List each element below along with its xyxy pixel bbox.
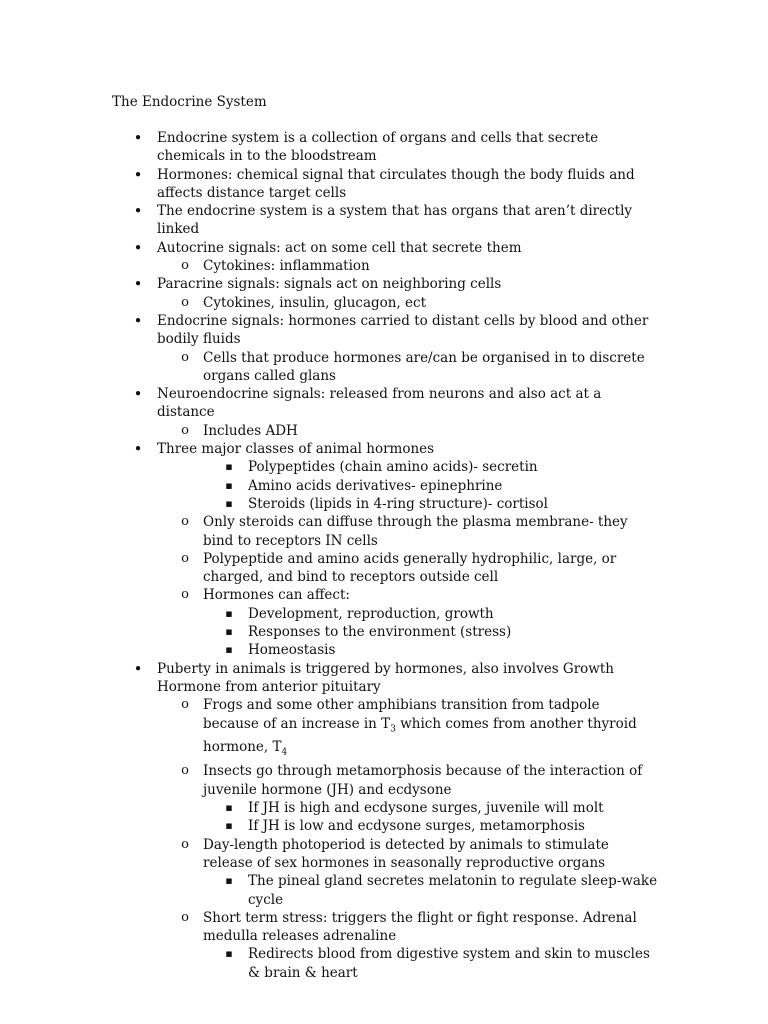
square-marker: ▪: [225, 819, 233, 833]
bullet-marker: •: [133, 311, 143, 330]
list-item-text: Steroids (lipids in 4-ring structure)- cortisol: [248, 495, 548, 512]
list-item: [225, 799, 658, 817]
list-item-text: Homeostasis: [248, 642, 336, 659]
circle-marker: o: [181, 836, 189, 852]
bullet-marker: •: [133, 385, 143, 404]
subscript: 3: [390, 724, 396, 735]
bullet-marker: •: [133, 275, 143, 294]
list-item-text: Autocrine signals: act on some cell that secrete them: [157, 239, 522, 256]
circle-marker: o: [181, 697, 189, 713]
list-item-text: Hormones can affect:: [203, 587, 350, 604]
list-item: [181, 762, 655, 799]
list-item: [181, 257, 655, 275]
list-item: [133, 129, 657, 166]
bullet-marker: •: [133, 165, 143, 184]
circle-marker: o: [181, 909, 189, 925]
circle-marker: o: [181, 514, 189, 530]
square-marker: ▪: [225, 874, 233, 888]
list-item-text: Endocrine system is a collection of organs and cells that secrete chemicals in to the bloodstream: [157, 130, 599, 165]
square-marker: ▪: [225, 625, 233, 639]
list-item-text: Neuroendocrine signals: released from neurons and also act at a distance: [157, 386, 602, 421]
list-item-text: Day-length photoperiod is detected by animals to stimulate release of sex hormones in seasonally reproductive organs: [203, 836, 609, 871]
list-item-text: Three major classes of animal hormones: [157, 441, 435, 458]
list-item-text: Hormones: chemical signal that circulates though the body fluids and affects distance target cells: [157, 166, 635, 201]
list-item-text: If JH is high and ecdysone surges, juvenile will molt: [248, 800, 604, 817]
list-item-text: Polypeptide and amino acids generally hydrophilic, large, or charged, and bind to receptors outside cell: [203, 550, 617, 586]
circle-marker: o: [181, 349, 189, 365]
subscript: 4: [281, 748, 288, 759]
circle-marker: o: [181, 294, 189, 310]
bullet-marker: •: [133, 129, 143, 147]
bullet-list: [0, 129, 768, 982]
list-item: [181, 909, 655, 946]
list-item: [133, 165, 657, 203]
list-item: [225, 817, 658, 835]
square-marker: ▪: [225, 947, 233, 961]
list-item: [225, 945, 658, 982]
bullet-marker: •: [133, 440, 143, 459]
list-item-text: Cytokines: inflammation: [203, 258, 370, 275]
list-item: [133, 440, 657, 459]
list-item-text: Cells that produce hormones are/can be organised in to discrete organs called glans: [203, 349, 645, 384]
list-item-text: Short term stress: triggers the flight or fight response. Adrenal medulla releases adrenaline: [203, 909, 637, 945]
list-item-text: Only steroids can diffuse through the plasma membrane- they bind to receptors IN cells: [203, 514, 628, 549]
list-item: [133, 202, 657, 239]
square-marker: ▪: [225, 643, 233, 657]
bullet-marker: •: [133, 238, 143, 257]
bullet-marker: •: [133, 659, 143, 678]
square-marker: ▪: [225, 606, 233, 620]
list-item: [181, 294, 655, 312]
list-item: [133, 659, 657, 697]
list-item-text: Endocrine signals: hormones carried to distant cells by blood and other bodily fluids: [157, 312, 649, 348]
document-title: The Endocrine System: [112, 94, 267, 110]
circle-marker: o: [181, 550, 189, 566]
list-item-text: Amino acids derivatives- epinephrine: [248, 477, 503, 494]
list-item: [181, 422, 655, 440]
list-item-text: Insects go through metamorphosis because of the interaction of juvenile hormone (JH) and ecdysone: [203, 763, 643, 798]
list-item: [181, 349, 655, 386]
list-item-text: Redirects blood from digestive system and skin to muscles & brain & heart: [248, 946, 650, 981]
list-item-text: The endocrine system is a system that has organs that aren’t directly linked: [157, 203, 633, 238]
square-marker: ▪: [225, 496, 233, 510]
list-item: [225, 872, 658, 909]
list-item-text: Puberty in animals is triggered by hormones, also involves Growth Hormone from anterior pituitary: [157, 660, 614, 695]
list-item-text: Includes ADH: [203, 422, 298, 439]
circle-marker: o: [181, 587, 189, 603]
list-item: [181, 696, 655, 762]
list-item: [225, 458, 658, 476]
square-marker: ▪: [225, 801, 233, 815]
circle-marker: o: [181, 422, 189, 438]
circle-marker: o: [181, 763, 189, 779]
list-item: [133, 385, 657, 422]
list-item: [133, 238, 657, 257]
list-item-text: Frogs and some other amphibians transition from tadpole because of an increase in $T_3$ which comes from another thyroid hormone, $T_4$: [203, 697, 637, 759]
list-item: [181, 836, 655, 873]
list-item-text: Paracrine signals: signals act on neighboring cells: [157, 276, 502, 293]
list-item: [181, 586, 655, 604]
list-item: [181, 550, 655, 587]
list-item-text: The pineal gland secretes melatonin to regulate sleep-wake cycle: [248, 873, 658, 908]
list-item: [225, 641, 658, 659]
list-item: [133, 275, 657, 294]
list-item-text: Development, reproduction, growth: [248, 605, 494, 622]
list-item: [225, 495, 658, 513]
list-item: [225, 477, 658, 495]
list-item: [225, 605, 658, 623]
list-item-text: If JH is low and ecdysone surges, metamorphosis: [248, 818, 585, 835]
circle-marker: o: [181, 258, 189, 274]
list-item-text: Cytokines, insulin, glucagon, ect: [203, 294, 427, 311]
bullet-marker: •: [133, 202, 143, 221]
list-item-text: Responses to the environment (stress): [248, 624, 512, 641]
square-marker: ▪: [225, 460, 233, 474]
list-item-text: Polypeptides (chain amino acids)- secretin: [248, 459, 538, 476]
square-marker: ▪: [225, 478, 233, 492]
list-item: [225, 623, 658, 641]
list-item: [181, 513, 655, 550]
list-item: [133, 311, 657, 349]
